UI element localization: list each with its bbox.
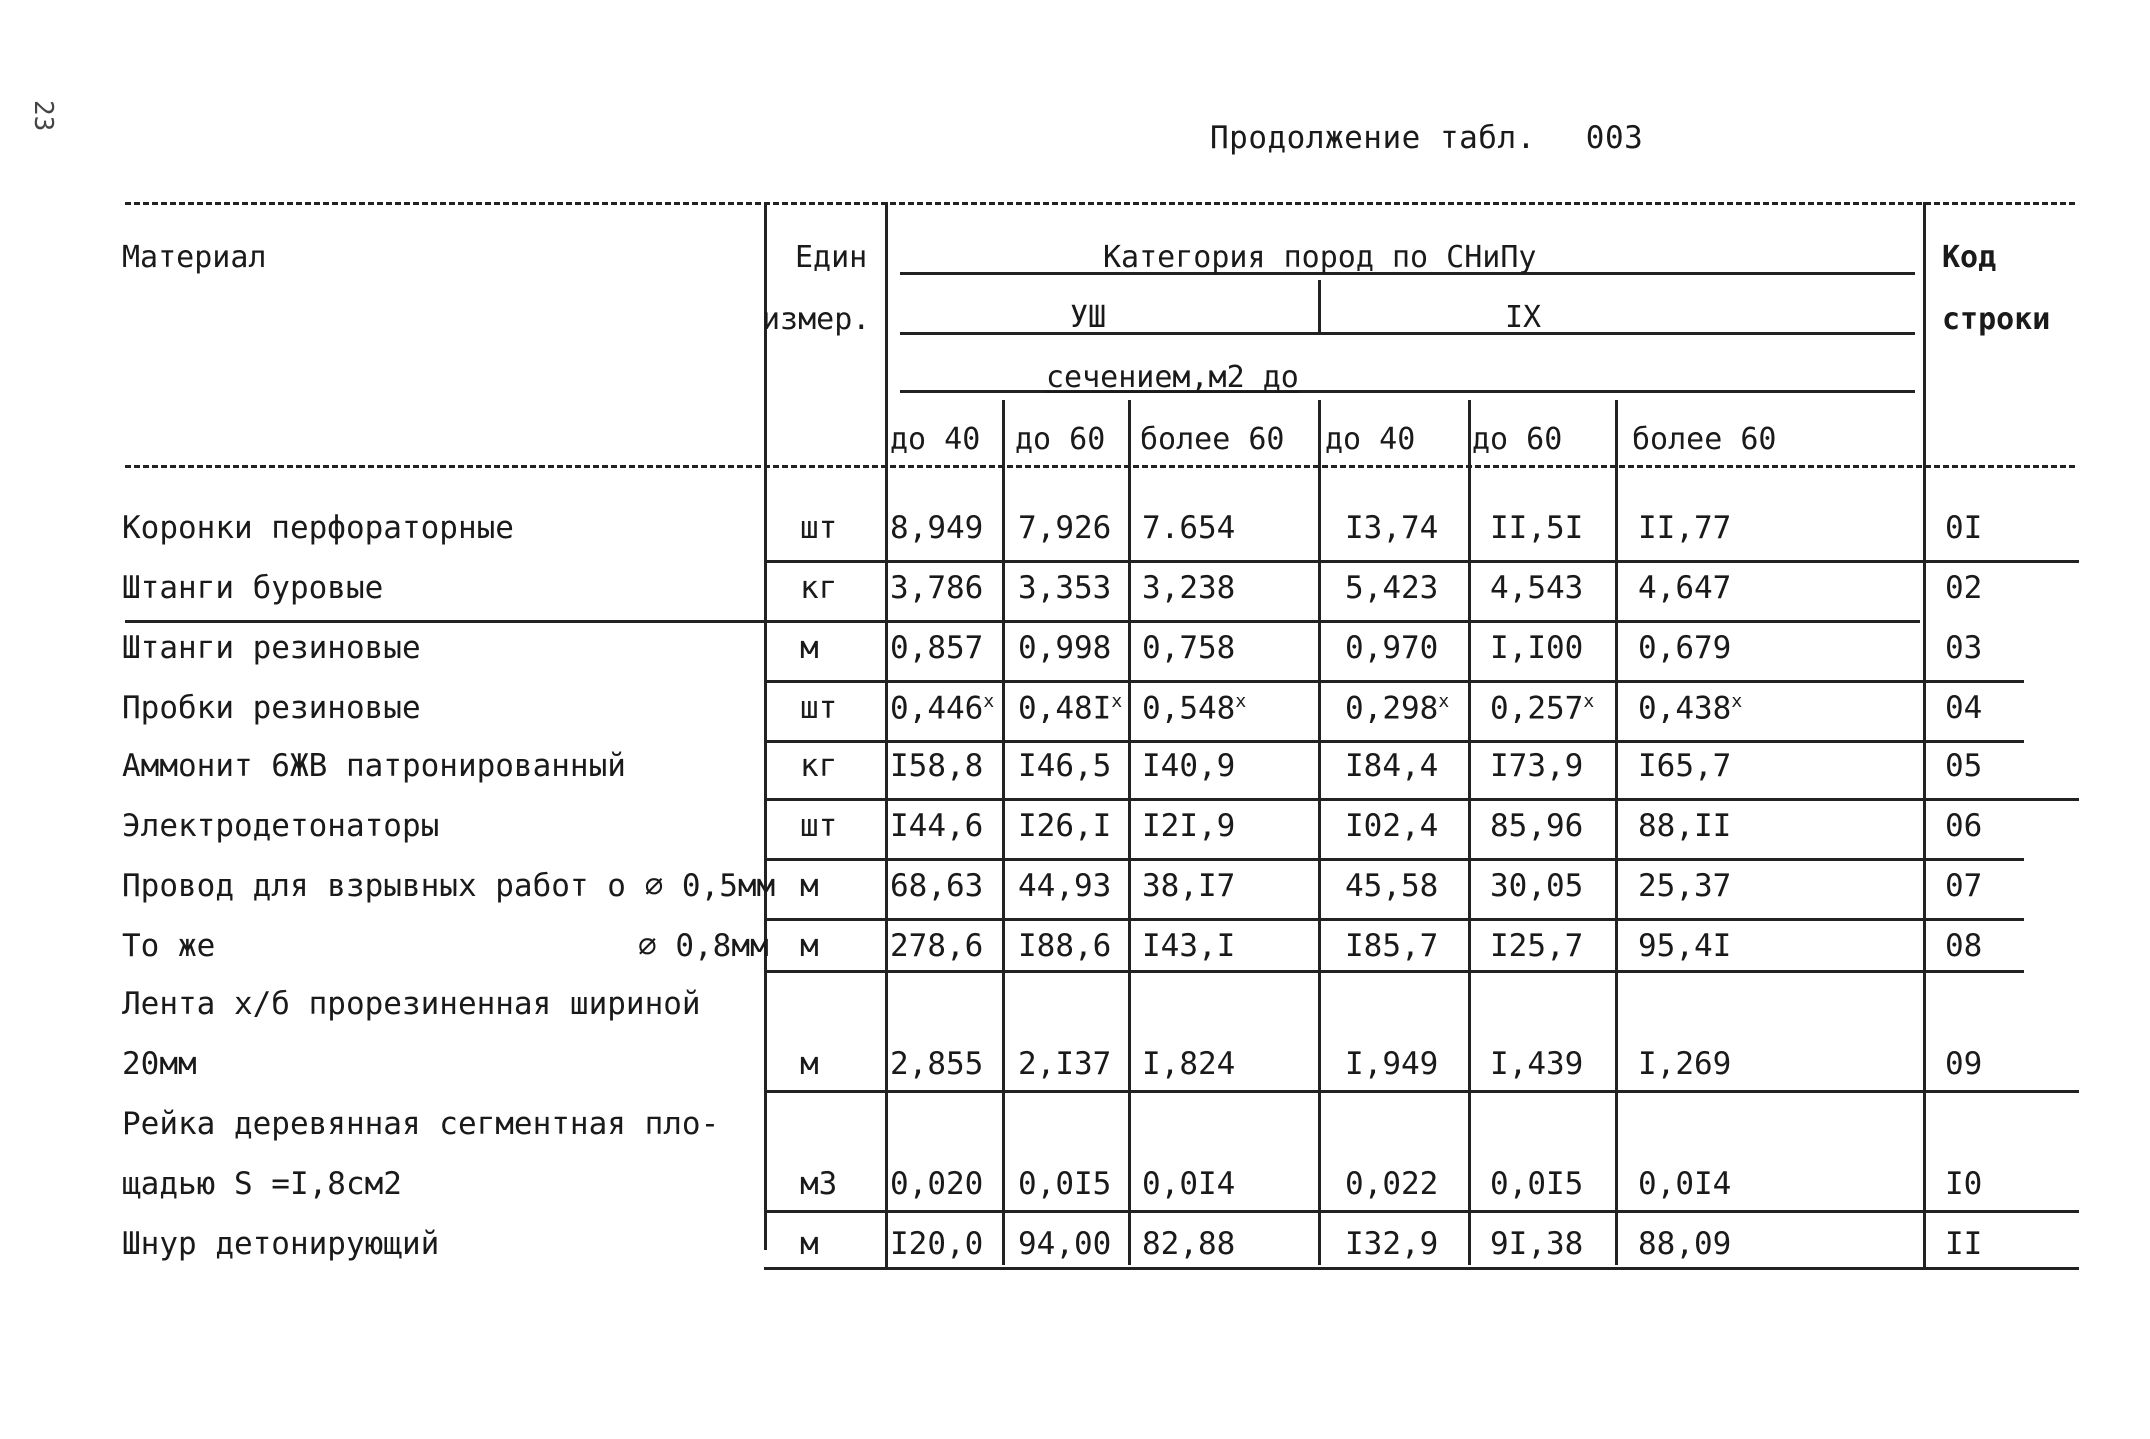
row-code: II (1945, 1226, 1983, 1262)
cell-value: 0,0I5 (1018, 1166, 1112, 1202)
cell-value: II,77 (1638, 510, 1732, 546)
cell-value: I43,I (1142, 928, 1236, 964)
cell-value: 0,679 (1638, 630, 1732, 666)
cell-value: 4,543 (1490, 570, 1584, 606)
cell-value: 0,0I4 (1638, 1166, 1732, 1202)
cell-value: 9I,38 (1490, 1226, 1584, 1262)
subheader-viii-60: до 60 (1015, 422, 1106, 457)
row-unit: шт (800, 690, 838, 726)
row-code: 02 (1945, 570, 1983, 606)
cell-value: I88,6 (1018, 928, 1112, 964)
row-separator (764, 560, 2079, 563)
cell-value: I25,7 (1490, 928, 1584, 964)
cell-value: 8,949 (890, 510, 984, 546)
header-group-viii: УШ (1070, 300, 1107, 335)
cell-value: 0,438$^x$ (1638, 690, 1743, 727)
cell-value: I58,8 (890, 748, 984, 784)
row-code: 09 (1945, 1046, 1983, 1082)
cell-value: I2I,9 (1142, 808, 1236, 844)
cell-value: I84,4 (1345, 748, 1439, 784)
cell-value: 7,926 (1018, 510, 1112, 546)
cell-value: 0,970 (1345, 630, 1439, 666)
row-unit: шт (800, 510, 838, 546)
vline-col4 (1318, 400, 1321, 1265)
row-material: Пробки резиновые (122, 690, 421, 726)
cell-value: 3,238 (1142, 570, 1236, 606)
row-unit: м (800, 1226, 819, 1262)
cell-value: 30,05 (1490, 868, 1584, 904)
top-rule (125, 202, 2075, 205)
cell-value: 0,446$^x$ (890, 690, 995, 727)
row-separator (764, 680, 2024, 683)
row-code: 0I (1945, 510, 1983, 546)
row-unit: м3 (800, 1166, 838, 1202)
header-category: Категория пород по СНиПу (1103, 240, 1537, 275)
group-underline (900, 332, 1915, 335)
row-separator (764, 740, 2024, 743)
row-unit: м (800, 630, 819, 666)
row-separator (764, 970, 2024, 973)
continuation-label: Продолжение табл. (1210, 120, 1536, 156)
cell-value: 0,0I5 (1490, 1166, 1584, 1202)
cell-value: I,949 (1345, 1046, 1439, 1082)
cell-value: 25,37 (1638, 868, 1732, 904)
cell-value: I32,9 (1345, 1226, 1439, 1262)
cell-value: $0,48I^x$ (1018, 690, 1123, 727)
row-code: 08 (1945, 928, 1983, 964)
row-material-line2: 20мм (122, 1046, 197, 1082)
row-separator (764, 858, 2024, 861)
vline-col5 (1468, 400, 1471, 1265)
cell-value: 0,548$^x$ (1142, 690, 1247, 727)
cell-value: 0,022 (1345, 1166, 1439, 1202)
cell-value: I46,5 (1018, 748, 1112, 784)
cell-value: 0,298$^x$ (1345, 690, 1450, 727)
cell-value: 94,00 (1018, 1226, 1112, 1262)
cell-value: I,439 (1490, 1046, 1584, 1082)
cell-value: 82,88 (1142, 1226, 1236, 1262)
cell-value: 7.654 (1142, 510, 1236, 546)
vline-code-left (1923, 202, 1926, 1267)
row-material: Электродетонаторы (122, 808, 440, 844)
cell-value: 0,857 (890, 630, 984, 666)
row-material: Провод для взрывных работ о ∅ 0,5мм (122, 868, 776, 904)
cell-value: I44,6 (890, 808, 984, 844)
row-unit: кг (800, 748, 838, 784)
row-separator (764, 918, 2024, 921)
cell-value: I65,7 (1638, 748, 1732, 784)
cell-value: 0,020 (890, 1166, 984, 1202)
row-material-line2: щадью S =I,8см2 (122, 1166, 402, 1202)
header-bottom-rule (125, 465, 2075, 468)
row-unit: м (800, 1046, 819, 1082)
cell-value: 3,353 (1018, 570, 1112, 606)
header-code-line1: Код (1942, 240, 1997, 275)
vline-col3 (1128, 400, 1131, 1265)
cell-value: I20,0 (890, 1226, 984, 1262)
row-separator (764, 1210, 2079, 1213)
vline-col2 (1002, 400, 1005, 1265)
cell-value: I02,4 (1345, 808, 1439, 844)
row-material: Шнур детонирующий (122, 1226, 440, 1262)
cell-value: 44,93 (1018, 868, 1112, 904)
row-code: I0 (1945, 1166, 1983, 1202)
row-material-right: ∅ 0,8мм (638, 928, 769, 964)
cell-value: 85,96 (1490, 808, 1584, 844)
header-unit-line2: измер. (762, 302, 871, 337)
cell-value: I,824 (1142, 1046, 1236, 1082)
cell-value: 2,I37 (1018, 1046, 1112, 1082)
row-separator (125, 620, 1920, 623)
cell-value: I85,7 (1345, 928, 1439, 964)
row-material: Аммонит 6ЖВ патронированный (122, 748, 626, 784)
subheader-ix-60: до 60 (1472, 422, 1563, 457)
cell-value: I73,9 (1490, 748, 1584, 784)
row-code: 05 (1945, 748, 1983, 784)
row-code: 04 (1945, 690, 1983, 726)
row-material: Лента х/б прорезиненная шириной (122, 986, 701, 1022)
row-unit: шт (800, 808, 838, 844)
page-number: 23 (28, 100, 58, 132)
cell-value: I,I00 (1490, 630, 1584, 666)
cell-value: 0,998 (1018, 630, 1112, 666)
row-unit: м (800, 928, 819, 964)
cell-value: 68,63 (890, 868, 984, 904)
cell-value: 0,758 (1142, 630, 1236, 666)
cell-value: 38,I7 (1142, 868, 1236, 904)
vline-unit-left (764, 205, 767, 1250)
cell-value: 4,647 (1638, 570, 1732, 606)
vline-col6 (1615, 400, 1618, 1265)
row-material: Штанги резиновые (122, 630, 421, 666)
cell-value: 0,0I4 (1142, 1166, 1236, 1202)
row-unit: кг (800, 570, 838, 606)
cell-value: I,269 (1638, 1046, 1732, 1082)
cell-value: I3,74 (1345, 510, 1439, 546)
header-code-line2: строки (1942, 302, 2051, 337)
subheader-ix-40: до 40 (1325, 422, 1416, 457)
cell-value: I26,I (1018, 808, 1112, 844)
row-separator (764, 1090, 2079, 1093)
cell-value: 88,09 (1638, 1226, 1732, 1262)
cell-value: 5,423 (1345, 570, 1439, 606)
row-code: 06 (1945, 808, 1983, 844)
cell-value: 278,6 (890, 928, 984, 964)
group-divider (1318, 280, 1321, 332)
row-material: Рейка деревянная сегментная пло- (122, 1106, 720, 1142)
header-group-ix: IX (1505, 300, 1542, 335)
header-section: сечением,м2 до (1046, 360, 1299, 395)
table-number: 003 (1585, 120, 1644, 156)
row-separator (764, 798, 2079, 801)
header-material: Материал (122, 240, 267, 275)
row-material: Штанги буровые (122, 570, 384, 606)
cell-value: 2,855 (890, 1046, 984, 1082)
cell-value: 88,II (1638, 808, 1732, 844)
row-material: То же (122, 928, 216, 964)
cell-value: 95,4I (1638, 928, 1732, 964)
cell-value: II,5I (1490, 510, 1584, 546)
cell-value: 3,786 (890, 570, 984, 606)
row-code: 03 (1945, 630, 1983, 666)
vline-values-left (885, 202, 888, 1267)
row-material: Коронки перфораторные (122, 510, 514, 546)
row-code: 07 (1945, 868, 1983, 904)
subheader-viii-40: до 40 (890, 422, 981, 457)
cell-value: 45,58 (1345, 868, 1439, 904)
row-unit: м (800, 868, 819, 904)
cell-value: 0,257$^x$ (1490, 690, 1595, 727)
subheader-viii-more60: более 60 (1140, 422, 1285, 457)
header-unit-line1: Един (795, 240, 868, 275)
cell-value: I40,9 (1142, 748, 1236, 784)
table-continuation-title (1210, 120, 1643, 156)
table-bottom-rule (764, 1267, 2079, 1270)
subheader-ix-more60: более 60 (1632, 422, 1777, 457)
